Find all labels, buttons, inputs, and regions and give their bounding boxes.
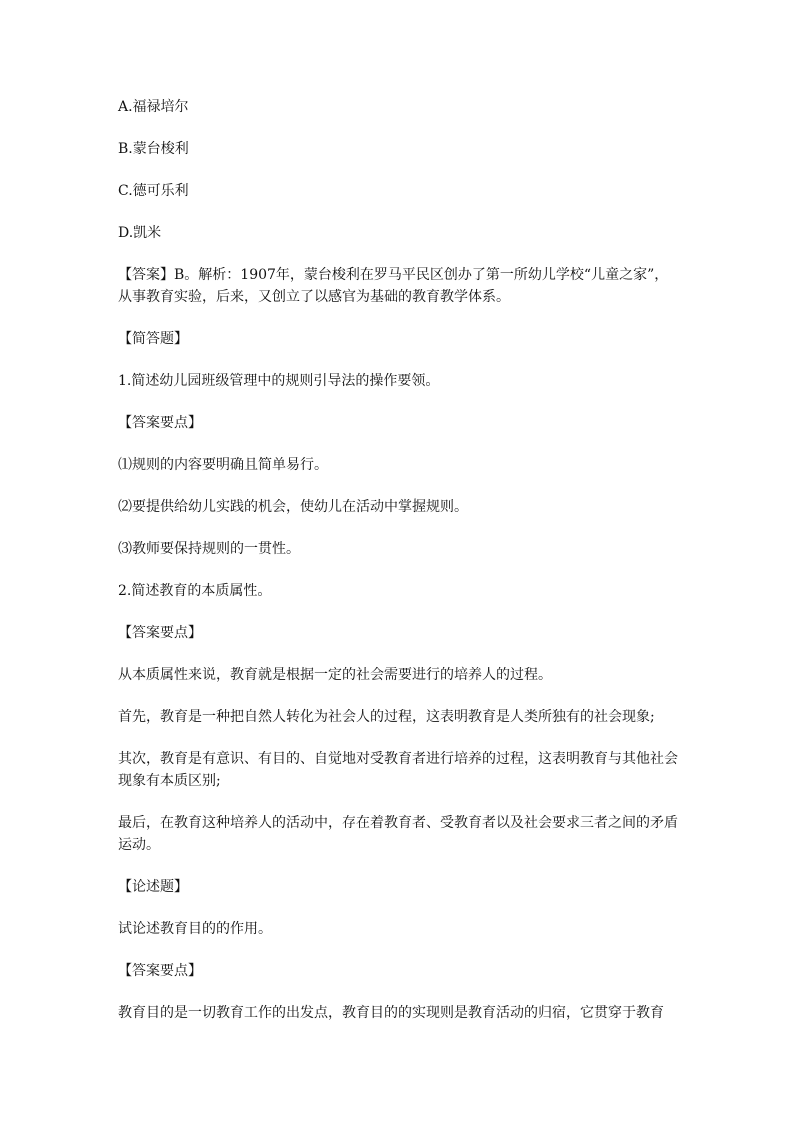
option-d: D.凯米 (118, 225, 162, 241)
question-2: 2.简述教育的本质属性。 (118, 583, 272, 599)
answer-key-heading-2: 【答案要点】 (118, 625, 202, 641)
answer-point-2-2: 首先，教育是一种把自然人转化为社会人的过程，这表明教育是人类所独有的社会现象; (118, 709, 655, 725)
answer-point-1-3: ⑶教师要保持规则的一贯性。 (118, 541, 300, 557)
section-heading-essay: 【论述题】 (118, 879, 188, 895)
answer-point-2-4: 最后，在教育这种培养人的活动中，存在着教育者、受教育者以及社会要求三者之间的矛盾运动。 (118, 815, 678, 853)
answer-explanation: 【答案】B。解析：1907年，蒙台梭利在罗马平民区创办了第一所幼儿学校“儿童之家”，从事教育实验，后来，又创立了以感官为基础的教育教学体系。 (118, 267, 669, 305)
section-heading-short-answer: 【简答题】 (118, 331, 188, 347)
option-a: A.福禄培尔 (118, 99, 189, 115)
document-content (118, 96, 678, 1044)
answer-key-heading-3: 【答案要点】 (118, 963, 202, 979)
answer-key-heading-1: 【答案要点】 (118, 415, 202, 431)
answer-point-1-2: ⑵要提供给幼儿实践的机会，使幼儿在活动中掌握规则。 (118, 499, 468, 515)
answer-text-3: 教育目的是一切教育工作的出发点，教育目的的实现则是教育活动的归宿，它贯穿于教育 (118, 1005, 664, 1021)
question-1: 1.简述幼儿园班级管理中的规则引导法的操作要领。 (118, 373, 440, 389)
answer-point-1-1: ⑴规则的内容要明确且简单易行。 (118, 457, 328, 473)
answer-point-2-1: 从本质属性来说，教育就是根据一定的社会需要进行的培养人的过程。 (118, 667, 552, 683)
option-c: C.德可乐利 (118, 183, 189, 199)
question-3: 试论述教育目的的作用。 (118, 921, 272, 937)
answer-point-2-3: 其次，教育是有意识、有目的、自觉地对受教育者进行培养的过程，这表明教育与其他社会现象有本质区别; (118, 751, 678, 789)
option-b: B.蒙台梭利 (118, 141, 189, 157)
